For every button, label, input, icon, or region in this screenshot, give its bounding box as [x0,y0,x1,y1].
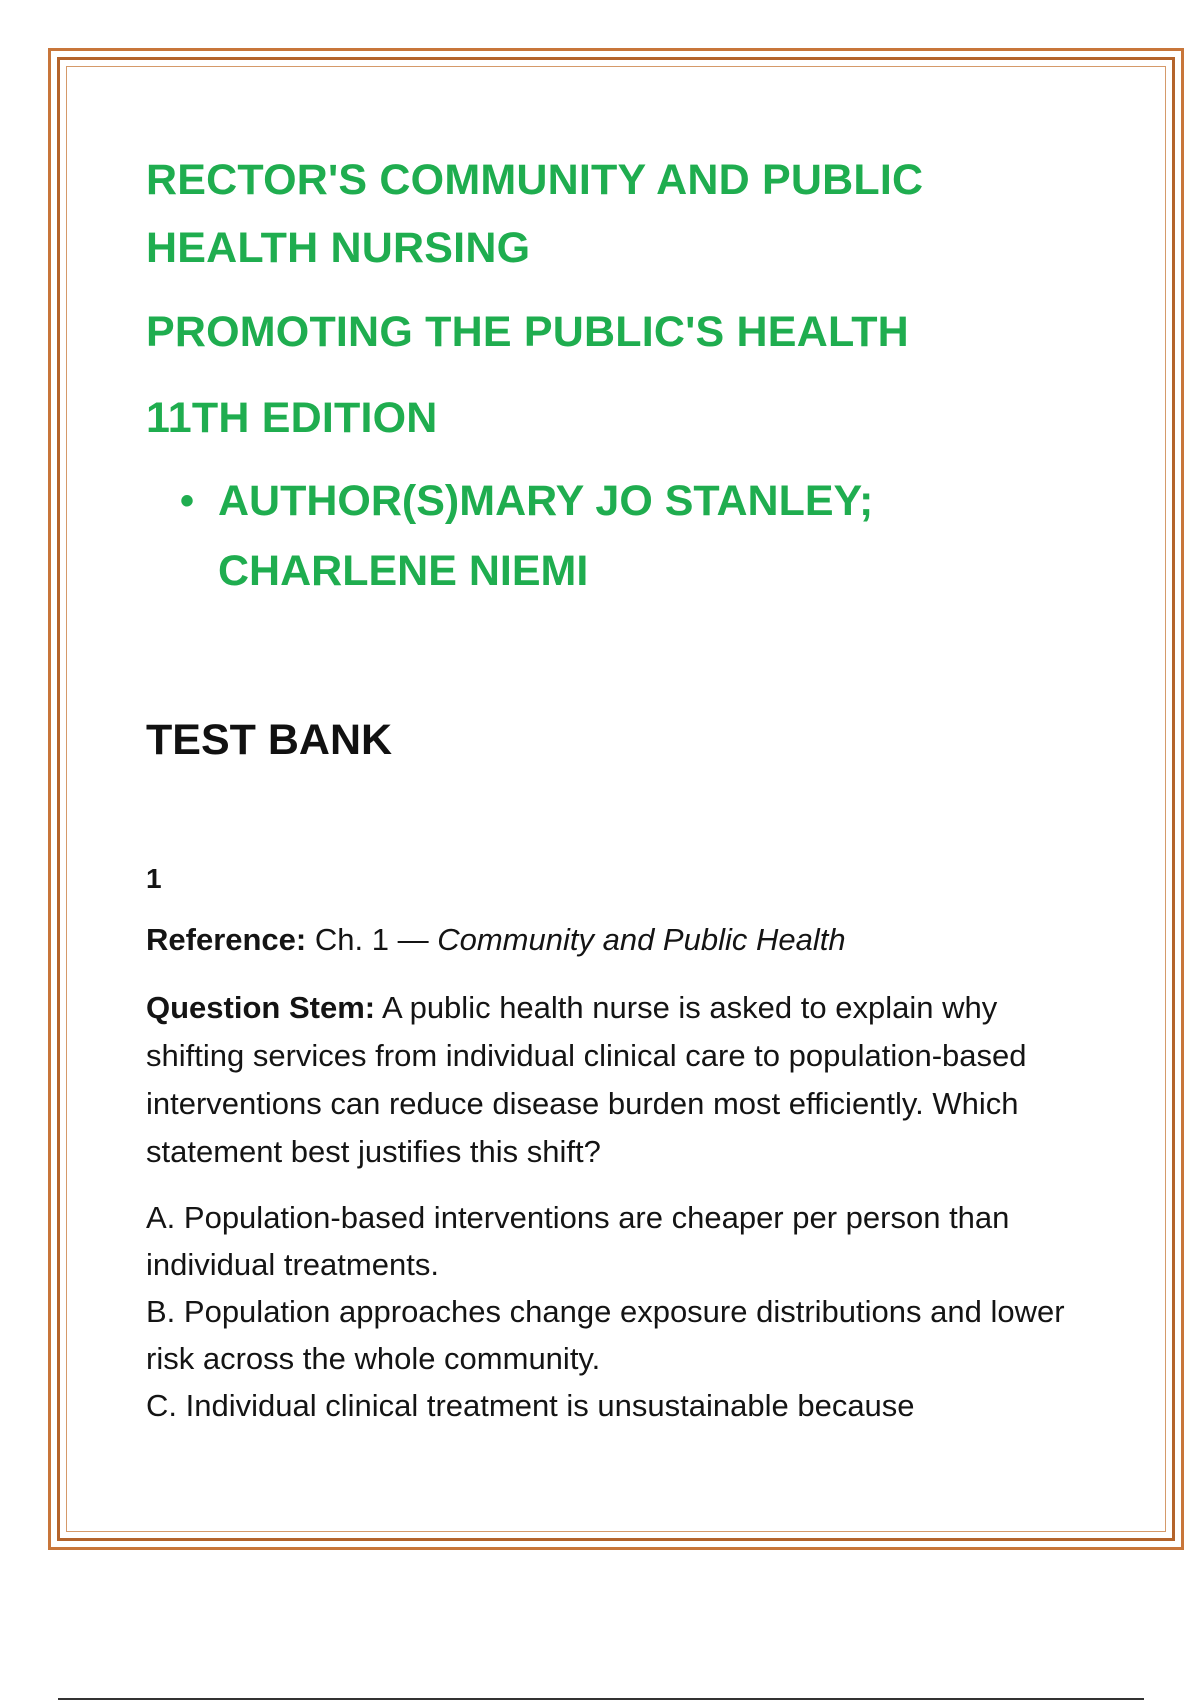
book-edition: 11TH EDITION [146,394,438,442]
authors-block [146,466,1096,606]
answer-option-c: C. Individual clinical treatment is unsustainable because [146,1388,915,1423]
section-heading: TEST BANK [146,716,393,764]
question-stem [146,984,1096,1176]
page-content [146,146,1096,1429]
book-subtitle: PROMOTING THE PUBLIC'S HEALTH [146,308,909,356]
authors-line-2: CHARLENE NIEMI [218,547,589,595]
book-title-line-2: HEALTH NURSING [146,224,531,272]
authors-line-1: AUTHOR(S)MARY JO STANLEY; [218,477,874,525]
reference-chapter: Ch. 1 — [314,922,429,957]
answer-option-b: B. Population approaches change exposure distributions and lower risk across the whole community. [146,1294,1065,1376]
answer-option-a: A. Population-based interventions are cheaper per person than individual treatments. [146,1200,1010,1282]
reference-label: Reference: [146,922,307,957]
answer-options [146,1194,1096,1429]
bullet-icon: • [180,479,195,523]
question-number: 1 [146,863,162,894]
question-reference [146,916,1096,964]
stem-label: Question Stem: [146,990,376,1025]
book-title-line-1: RECTOR'S COMMUNITY AND PUBLIC [146,156,924,204]
stem-text: A public health nurse is asked to explain why shifting services from individual clinical care to population-based interventions can reduce disease burden most efficiently. Which statement best justifies this shift? [146,990,1027,1169]
reference-title: Community and Public Health [437,922,846,957]
